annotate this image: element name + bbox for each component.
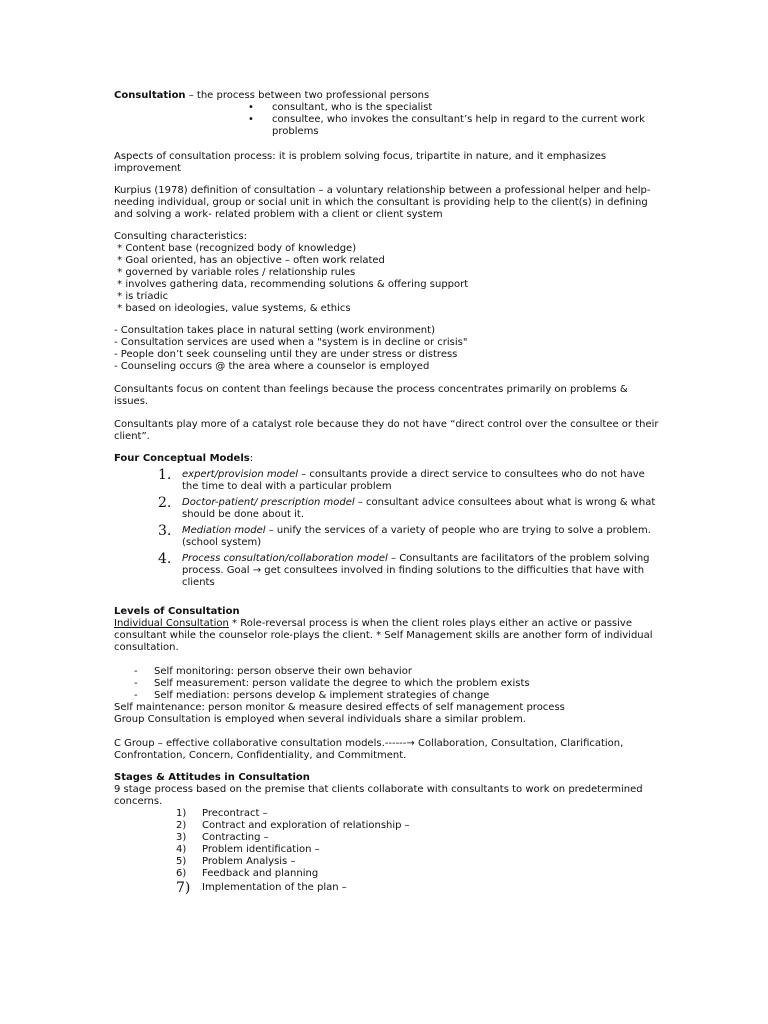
catalyst-paragraph: Consultants play more of a catalyst role because they do not have “direct control over the consultee or their client”. [114, 419, 659, 442]
individual-consultation-label: Individual Consultation [114, 618, 229, 629]
self-item-text: Self measurement: person validate the degree to which the problem exists [154, 678, 530, 689]
self-item: - Self mediation: persons develop & implement strategies of change [134, 690, 490, 701]
models-heading-suffix: : [249, 453, 254, 464]
levels-section [114, 606, 662, 726]
stage-item [176, 868, 662, 880]
model-number: 2. [158, 495, 172, 511]
kurpius-paragraph: Kurpius (1978) definition of consultation – a voluntary relationship between a professional helper and help-needing individual, group or social unit in which the consultant is providing help to the client(s) in defining and solving a work- related problem with a client or client system [114, 185, 651, 220]
model-name: expert/provision model [182, 469, 299, 480]
stage-text: Contract and exploration of relationship – [202, 820, 410, 831]
dash-item: - Consultation takes place in natural setting (work environment) [114, 325, 435, 336]
model-item [158, 469, 662, 493]
model-number: 3. [158, 523, 172, 539]
model-text: – consultants provide a direct service to consultees who do not have the time to deal with a particular problem [182, 469, 645, 492]
cgroup-paragraph: C Group – effective collaborative consultation models.------→ Collaboration, Consultation, Clarification, Confrontation, Concern, Confidentiality, and Commitment. [114, 738, 624, 761]
stage-number: 1) [176, 808, 187, 819]
model-text: – unify the services of a variety of people who are trying to solve a problem. (school system) [182, 525, 651, 548]
characteristic-item: * governed by variable roles / relationship rules [114, 267, 356, 278]
model-number: 4. [158, 551, 172, 567]
bullet-item [248, 114, 662, 138]
stage-item [176, 856, 662, 868]
levels-heading: Levels of Consultation [114, 606, 240, 617]
dash-item: - Counseling occurs @ the area where a counselor is employed [114, 361, 430, 372]
self-item-text: Self mediation: persons develop & implement strategies of change [154, 690, 490, 701]
stage-number: 6) [176, 868, 187, 879]
bullet-text: consultant, who is the specialist [272, 102, 433, 113]
bullet-text: consultee, who invokes the consultant’s help in regard to the current work problems [272, 114, 645, 137]
self-item-text: Self monitoring: person observe their own behavior [154, 666, 412, 677]
characteristic-item: * involves gathering data, recommending solutions & offering support [114, 279, 469, 290]
model-item [158, 553, 662, 589]
individual-consultation-text: * Role-reversal process is when the client roles plays either an active or passive consultant while the counselor role-plays the client. * Self Management skills are another form of individual consultation. [114, 618, 653, 653]
stages-section [114, 772, 662, 894]
model-name: Mediation model [182, 525, 266, 536]
consultation-definition: – the process between two professional persons [185, 90, 430, 101]
stages-heading: Stages & Attitudes in Consultation [114, 772, 310, 783]
stage-number: 7) [176, 880, 191, 896]
stage-item [176, 808, 662, 820]
stage-text: Precontract – [202, 808, 268, 819]
model-text: – consultant advice consultees about what is wrong & what should be done about it. [182, 497, 656, 520]
dash-item: - Consultation services are used when a "system is in decline or crisis" [114, 337, 468, 348]
model-item [158, 525, 662, 549]
self-list [114, 666, 662, 702]
self-maintenance: Self maintenance: person monitor & measure desired effects of self management process [114, 702, 565, 713]
stage-item [176, 832, 662, 844]
models-heading: Four Conceptual Models [114, 453, 250, 464]
stage-item [176, 844, 662, 856]
aspects-paragraph: Aspects of consultation process: it is problem solving focus, tripartite in nature, and it emphasizes improvement [114, 151, 607, 174]
characteristic-item: * Goal oriented, has an objective – often work related [114, 255, 385, 266]
bullet-item [248, 102, 662, 114]
self-item: - Self measurement: person validate the degree to which the problem exists [134, 678, 530, 689]
dash-item: - People don’t seek counseling until they are under stress or distress [114, 349, 458, 360]
dash-list [114, 325, 662, 373]
characteristic-item: * is triadic [114, 291, 169, 302]
intro-section [114, 90, 662, 138]
stage-number: 2) [176, 820, 187, 831]
stages-list [176, 808, 662, 894]
model-number: 1. [158, 467, 172, 483]
stage-text: Implementation of the plan – [202, 882, 347, 893]
stage-number: 3) [176, 832, 187, 843]
characteristics-section [114, 231, 662, 315]
stage-item [176, 882, 662, 894]
model-text: – Consultants are facilitators of the problem solving process. Goal → get consultees involved in finding solutions to the difficulties that have with clients [182, 553, 650, 588]
stage-text: Problem identification – [202, 844, 320, 855]
stage-text: Contracting – [202, 832, 269, 843]
model-item [158, 497, 662, 521]
bullet-icon: • [248, 114, 254, 125]
consultation-term: Consultation [114, 90, 186, 101]
stage-text: Problem Analysis – [202, 856, 296, 867]
model-name: Process consultation/collaboration model [182, 553, 388, 564]
models-section [114, 453, 662, 589]
content-focus-paragraph: Consultants focus on content than feelings because the process concentrates primarily on problems & issues. [114, 384, 628, 407]
models-list [158, 469, 662, 589]
stage-number: 4) [176, 844, 187, 855]
stage-text: Feedback and planning [202, 868, 319, 879]
stage-number: 5) [176, 856, 187, 867]
intro-line [114, 90, 662, 102]
characteristic-item: * based on ideologies, value systems, & ethics [114, 303, 351, 314]
model-name: Doctor-patient/ prescription model [182, 497, 355, 508]
self-item: - Self monitoring: person observe their own behavior [134, 666, 412, 677]
group-consultation: Group Consultation is employed when several individuals share a similar problem. [114, 714, 526, 725]
bullet-icon: • [248, 102, 254, 113]
characteristics-heading: Consulting characteristics: [114, 231, 247, 242]
stage-item [176, 820, 662, 832]
characteristic-item: * Content base (recognized body of knowledge) [114, 243, 357, 254]
stages-intro: 9 stage process based on the premise that clients collaborate with consultants to work on predetermined concerns. [114, 784, 643, 807]
